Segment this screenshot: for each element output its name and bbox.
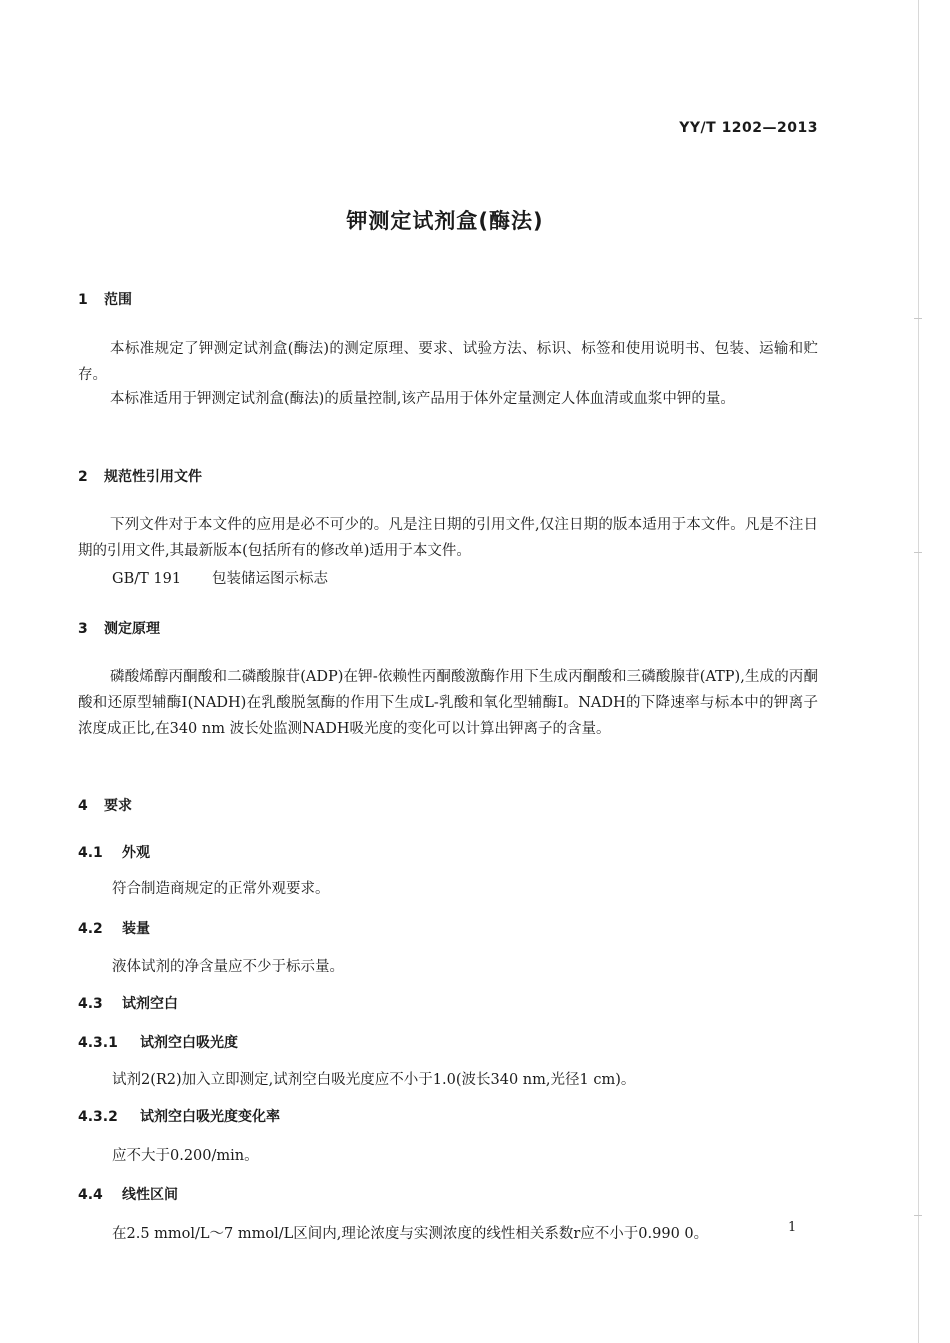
subsection-4-3-2-heading bbox=[78, 1106, 280, 1126]
subsection-4-2-text: 液体试剂的净含量应不少于标示量。 bbox=[112, 959, 344, 975]
subsection-number: 4.3.2 bbox=[78, 1109, 118, 1125]
scan-edge-tick bbox=[914, 318, 922, 319]
standard-code: YY/T 1202—2013 bbox=[679, 120, 818, 136]
page-number: 1 bbox=[788, 1220, 797, 1235]
subsection-number: 4.3 bbox=[78, 996, 103, 1012]
section-title: 规范性引用文件 bbox=[104, 469, 202, 485]
scan-edge-line bbox=[918, 0, 919, 1343]
subsection-title: 线性区间 bbox=[122, 1187, 178, 1203]
section-number: 4 bbox=[78, 798, 88, 814]
section-1-heading bbox=[78, 289, 132, 309]
subsection-4-1-text: 符合制造商规定的正常外观要求。 bbox=[112, 881, 330, 897]
scan-edge-tick bbox=[914, 1215, 922, 1216]
subsection-4-3-2-text: 应不大于0.200/min。 bbox=[112, 1148, 259, 1164]
reference-code: GB/T 191 bbox=[112, 571, 182, 587]
document-title: 钾测定试剂盒(酶法) bbox=[346, 209, 544, 233]
section-number: 2 bbox=[78, 469, 88, 485]
subsection-number: 4.1 bbox=[78, 845, 103, 861]
section-3-paragraph-1: 磷酸烯醇丙酮酸和二磷酸腺苷(ADP)在钾-依赖性丙酮酸激酶作用下生成丙酮酸和三磷酸腺苷(ATP),生成的丙酮酸和还原型辅酶Ⅰ(NADH)在乳酸脱氢酶的作用下生成L-乳酸和氧化型辅酶Ⅰ。NADH的下降速率与标本中的钾离子浓度成正比,在340 nm 波长处监测NADH吸光度的变化可以计算出钾离子的含量。 bbox=[78, 669, 818, 737]
subsection-title: 试剂空白 bbox=[122, 996, 178, 1012]
normative-reference bbox=[112, 567, 328, 588]
subsection-4-1-heading bbox=[78, 842, 150, 862]
subsection-number: 4.3.1 bbox=[78, 1035, 118, 1051]
section-1-paragraph-2: 本标准适用于钾测定试剂盒(酶法)的质量控制,该产品用于体外定量测定人体血清或血浆中钾的量。 bbox=[110, 391, 735, 407]
subsection-4-3-1-text: 试剂2(R2)加入立即测定,试剂空白吸光度应不小于1.0(波长340 nm,光径1 cm)。 bbox=[112, 1072, 636, 1088]
subsection-title: 外观 bbox=[122, 845, 150, 861]
subsection-number: 4.4 bbox=[78, 1187, 103, 1203]
scan-edge-tick bbox=[914, 552, 922, 553]
section-number: 1 bbox=[78, 292, 88, 308]
section-3-heading bbox=[78, 618, 160, 638]
section-title: 要求 bbox=[104, 798, 132, 814]
subsection-4-3-heading bbox=[78, 993, 178, 1013]
section-title: 范围 bbox=[104, 292, 132, 308]
section-1-paragraph-1: 本标准规定了钾测定试剂盒(酶法)的测定原理、要求、试验方法、标识、标签和使用说明书、包装、运输和贮存。 bbox=[78, 341, 818, 383]
section-2-heading bbox=[78, 466, 202, 486]
reference-title: 包装储运图示标志 bbox=[212, 571, 328, 587]
subsection-number: 4.2 bbox=[78, 921, 103, 937]
subsection-title: 试剂空白吸光度变化率 bbox=[140, 1109, 280, 1125]
subsection-4-4-heading bbox=[78, 1184, 178, 1204]
section-title: 测定原理 bbox=[104, 621, 160, 637]
subsection-4-4-text: 在2.5 mmol/L～7 mmol/L区间内,理论浓度与实测浓度的线性相关系数r应不小于0.990 0。 bbox=[112, 1226, 709, 1242]
subsection-title: 装量 bbox=[122, 921, 150, 937]
subsection-4-3-1-heading bbox=[78, 1032, 238, 1052]
section-2-paragraph-1: 下列文件对于本文件的应用是必不可少的。凡是注日期的引用文件,仅注日期的版本适用于本文件。凡是不注日期的引用文件,其最新版本(包括所有的修改单)适用于本文件。 bbox=[78, 517, 818, 559]
section-number: 3 bbox=[78, 621, 88, 637]
section-4-heading bbox=[78, 795, 132, 815]
subsection-4-2-heading bbox=[78, 918, 150, 938]
subsection-title: 试剂空白吸光度 bbox=[140, 1035, 238, 1051]
